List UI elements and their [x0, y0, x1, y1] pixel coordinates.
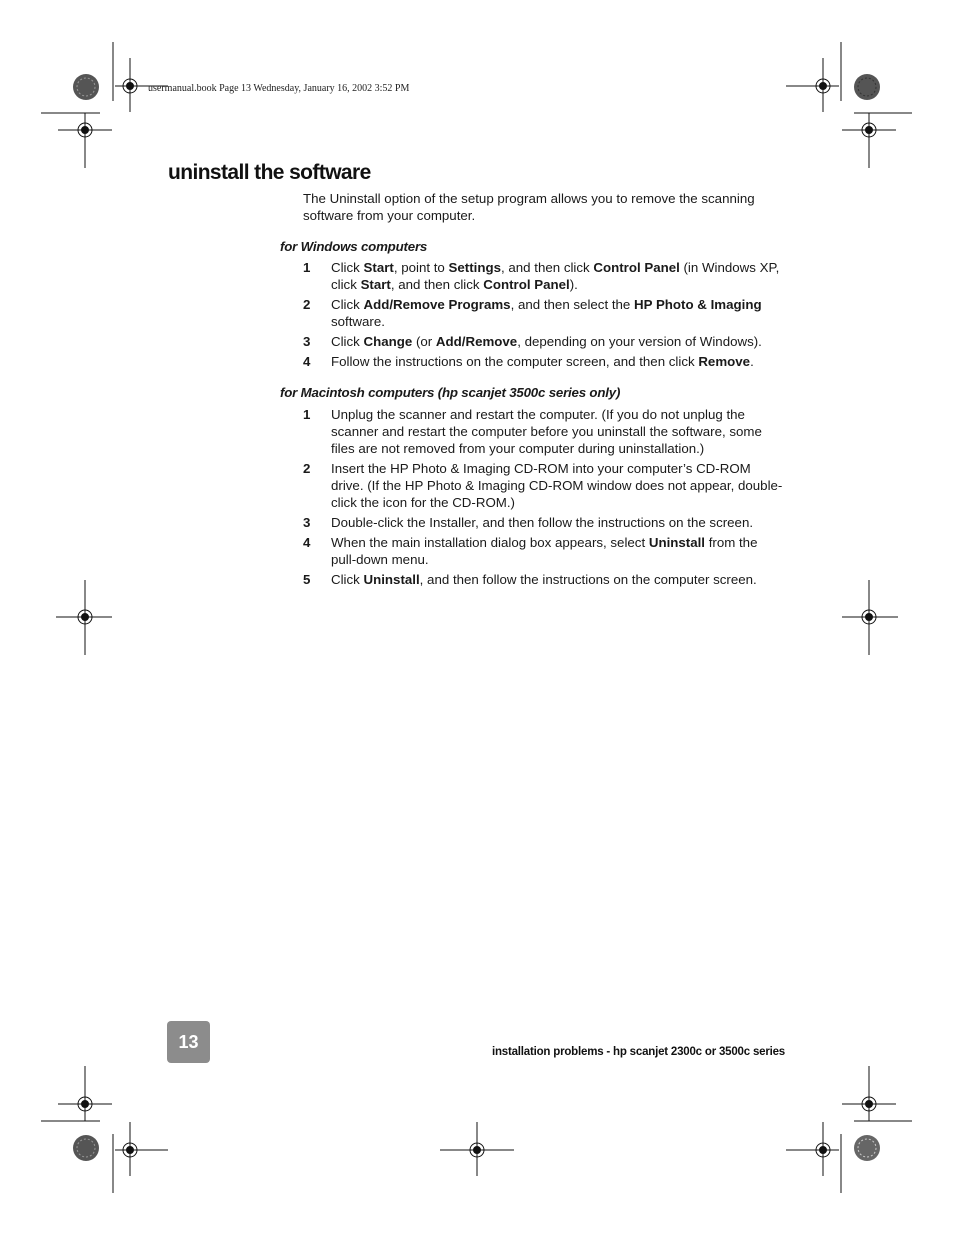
running-footer: installation problems - hp scanjet 2300c or 3500c series: [491, 1046, 785, 1058]
step-item: [303, 296, 783, 330]
step-text: (in Windows XP, click: [331, 260, 780, 292]
step-number: 4: [303, 535, 311, 550]
mac-heading: for Macintosh computers (hp scanjet 3500c series only): [280, 385, 621, 400]
intro-paragraph: The Uninstall option of the setup program allows you to remove the scanning software from your computer.: [303, 191, 755, 223]
windows-steps-list: [303, 259, 783, 373]
step-text: (or: [412, 334, 436, 349]
page-number-tab: [167, 1021, 210, 1063]
print-slug: usermanual.book Page 13 Wednesday, January 16, 2002 3:52 PM: [148, 83, 410, 94]
step-ui-term: Add/Remove: [435, 334, 518, 349]
step-text: , and then click: [500, 260, 594, 275]
mac-steps-list: [303, 406, 783, 591]
step-ui-term: Start: [360, 277, 391, 292]
step-text: , and then click: [390, 277, 484, 292]
step-ui-term: Control Panel: [483, 277, 570, 292]
step-number: 3: [303, 515, 311, 530]
step-text: Click: [331, 297, 364, 312]
step-text: , point to: [393, 260, 449, 275]
step-ui-term: Remove: [698, 354, 751, 369]
step-ui-term: Uninstall: [648, 535, 705, 550]
step-item: [303, 571, 783, 588]
step-number: 1: [303, 260, 311, 275]
step-text: Click: [331, 572, 364, 587]
step-ui-term: HP Photo & Imaging: [634, 297, 762, 312]
step-ui-term: Uninstall: [363, 572, 420, 587]
step-text: , depending on your version of Windows).: [517, 334, 762, 349]
step-number: 5: [303, 572, 311, 587]
step-item: [303, 259, 783, 293]
step-item: [303, 514, 783, 531]
step-number: 2: [303, 297, 311, 312]
step-text: , and then select the: [510, 297, 635, 312]
step-item: [303, 406, 783, 457]
step-ui-term: Control Panel: [593, 260, 680, 275]
step-ui-term: Start: [363, 260, 394, 275]
step-number: 3: [303, 334, 311, 349]
step-text: from the pull-down menu.: [331, 535, 758, 567]
step-item: [303, 534, 783, 568]
step-text: .: [750, 354, 754, 369]
step-number: 4: [303, 354, 311, 369]
page-number: 13: [178, 1031, 199, 1052]
step-text: Follow the instructions on the computer screen, and then click: [331, 354, 699, 369]
step-text: , and then follow the instructions on the computer screen.: [419, 572, 757, 587]
step-text: Double-click the Installer, and then follow the instructions on the screen.: [331, 515, 754, 530]
step-number: 2: [303, 461, 311, 476]
step-text: Unplug the scanner and restart the computer. (If you do not unplug the scanner and restart the computer before you uninstall the software, some files are not removed from your computer during uninstallation.): [331, 407, 762, 456]
step-item: [303, 353, 783, 370]
step-text: software.: [331, 314, 385, 329]
step-text: Insert the HP Photo & Imaging CD-ROM into your computer’s CD-ROM drive. (If the HP Photo & Imaging CD-ROM window does not appear, double-click the icon for the CD-ROM.): [331, 461, 783, 510]
step-ui-term: Change: [363, 334, 413, 349]
windows-heading: for Windows computers: [280, 239, 428, 254]
step-ui-term: Settings: [448, 260, 501, 275]
step-ui-term: Add/Remove Programs: [363, 297, 511, 312]
step-item: [303, 333, 783, 350]
page-title: uninstall the software: [168, 161, 371, 184]
step-text: ).: [569, 277, 578, 292]
step-text: Click: [331, 260, 364, 275]
step-item: [303, 460, 783, 511]
step-text: Click: [331, 334, 364, 349]
step-text: When the main installation dialog box appears, select: [331, 535, 649, 550]
step-number: 1: [303, 407, 311, 422]
